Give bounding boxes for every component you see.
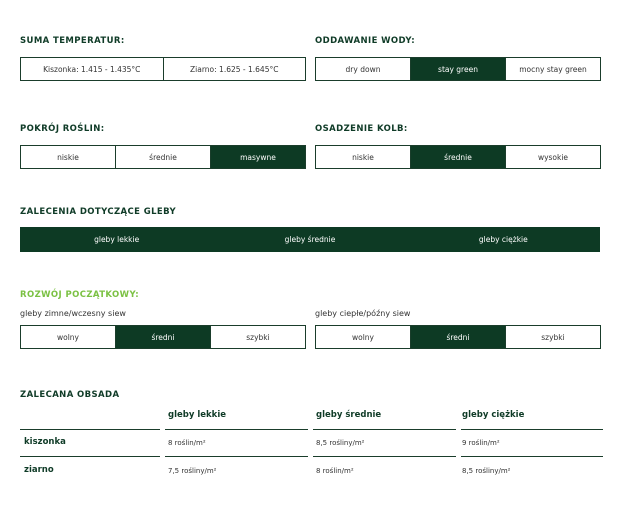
growth-warm-slow: wolny bbox=[352, 332, 374, 342]
density-divider bbox=[313, 456, 456, 457]
density-divider bbox=[313, 429, 456, 430]
density-col-light: gleby lekkie bbox=[168, 410, 227, 420]
water-scale bbox=[315, 57, 601, 81]
soil-medium: gleby średnie bbox=[284, 235, 336, 244]
growth-cold-scale bbox=[20, 325, 306, 349]
density-row-silage-label: kiszonka bbox=[24, 437, 66, 447]
soil-heavy: gleby ciężkie bbox=[478, 235, 528, 244]
cob-title: OSADZENIE KOLB: bbox=[315, 124, 408, 134]
habit-scale bbox=[20, 145, 306, 169]
water-option-dry-down: dry down bbox=[345, 64, 381, 74]
growth-warm-medium: średni bbox=[410, 326, 505, 348]
cob-option-low: niskie bbox=[352, 152, 374, 162]
habit-option-low: niskie bbox=[57, 152, 79, 162]
density-row-grain-label: ziarno bbox=[24, 465, 54, 475]
density-divider bbox=[461, 456, 603, 457]
habit-title: POKRÓJ ROŚLIN: bbox=[20, 124, 105, 134]
density-cell: 8 roślin/m² bbox=[316, 467, 354, 475]
sum-temp-box bbox=[20, 57, 306, 81]
growth-warm-scale bbox=[315, 325, 601, 349]
density-divider bbox=[165, 456, 308, 457]
density-title: ZALECANA OBSADA bbox=[20, 390, 120, 400]
density-cell: 9 roślin/m² bbox=[462, 439, 500, 447]
water-option-strong-stay-green: mocny stay green bbox=[505, 58, 600, 80]
cob-scale bbox=[315, 145, 601, 169]
soil-bar bbox=[20, 227, 600, 252]
water-option-stay-green: stay green bbox=[410, 58, 505, 80]
density-cell: 7,5 rośliny/m² bbox=[168, 467, 217, 475]
growth-warm-label: gleby ciepłe/późny siew bbox=[315, 309, 411, 318]
growth-title: ROZWÓJ POCZĄTKOWY: bbox=[20, 290, 140, 300]
soil-light: gleby lekkie bbox=[94, 235, 140, 244]
density-divider bbox=[461, 429, 603, 430]
growth-cold-label: gleby zimne/wczesny siew bbox=[20, 309, 126, 318]
soil-title: ZALECENIA DOTYCZĄCE GLEBY bbox=[20, 207, 177, 217]
growth-warm-fast: szybki bbox=[505, 326, 600, 348]
density-cell: 8,5 rośliny/m² bbox=[462, 467, 511, 475]
growth-cold-slow: wolny bbox=[57, 332, 79, 342]
density-divider bbox=[20, 429, 160, 430]
density-cell: 8,5 rośliny/m² bbox=[316, 439, 365, 447]
cob-option-medium: średnie bbox=[410, 146, 505, 168]
density-divider bbox=[20, 456, 160, 457]
sum-temp-title: SUMA TEMPERATUR: bbox=[20, 36, 125, 46]
habit-option-medium: średnie bbox=[115, 146, 210, 168]
density-divider bbox=[165, 429, 308, 430]
sum-temp-silage: Kiszonka: 1.415 - 1.435°C bbox=[43, 64, 141, 74]
growth-cold-fast: szybki bbox=[210, 326, 305, 348]
habit-option-massive: masywne bbox=[210, 146, 305, 168]
density-col-heavy: gleby ciężkie bbox=[462, 410, 525, 420]
sum-temp-grain: Ziarno: 1.625 - 1.645°C bbox=[163, 58, 306, 80]
density-cell: 8 roślin/m² bbox=[168, 439, 206, 447]
water-title: ODDAWANIE WODY: bbox=[315, 36, 416, 46]
density-col-medium: gleby średnie bbox=[316, 410, 382, 420]
cob-option-high: wysokie bbox=[505, 146, 600, 168]
growth-cold-medium: średni bbox=[115, 326, 210, 348]
